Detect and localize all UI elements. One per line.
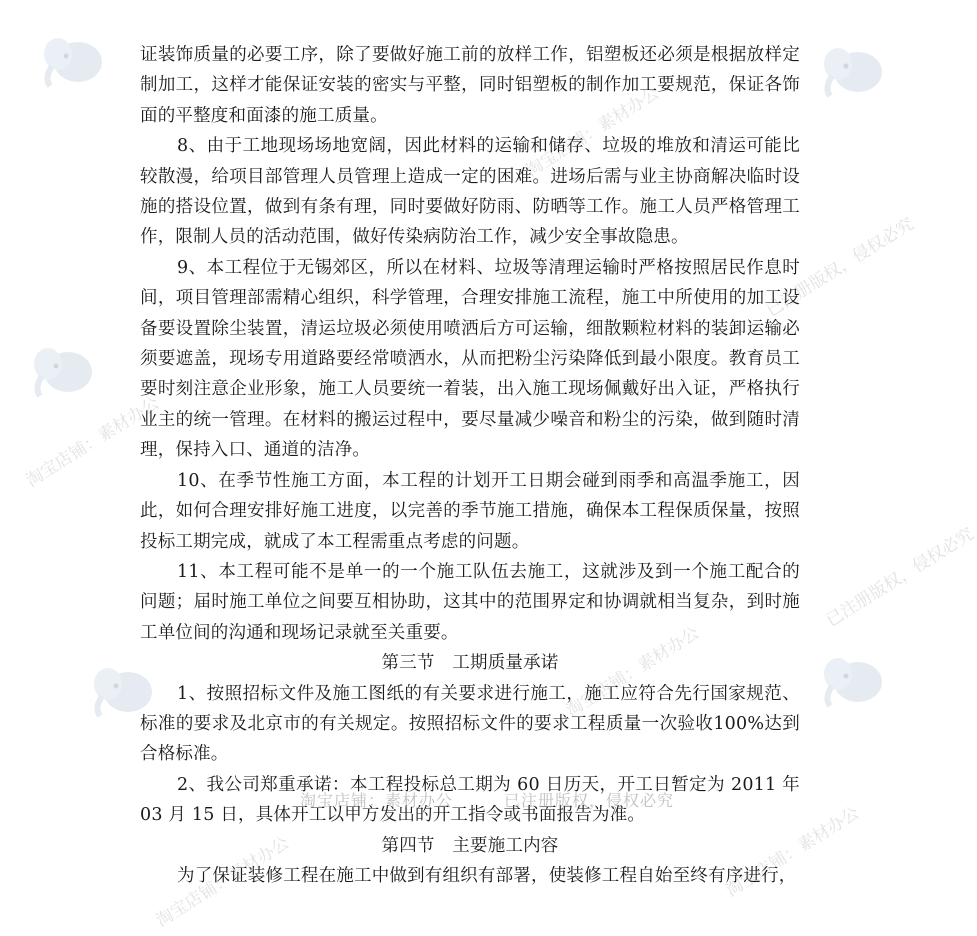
- section-heading-3: 第三节 工期质量承诺: [381, 653, 559, 674]
- watermark-copyright-text: 已注册版权，侵权必究: [762, 214, 918, 322]
- paragraph-item-9: 9、本工程位于无锡郊区，所以在材料、垃圾等清理运输时严格按照居民作息时间，项目管理部需精心组织，科学管理，合理安排施工流程，施工中所使用的加工设备要设置除尘装置，清运垃圾必须使用喷洒后方可运输，细散颗粒材料的装卸运输必须要遮盖，现场专用道路要经常喷洒水，从而把粉尘污染降低到最小限度。教育员工要时刻注意企业形象，施工人员要统一着装，出入施工现场佩戴好出入证，严格执行业主的统一管理。在材料的搬运过程中，要尽量减少噪音和粉尘的污染，做到随时清理，保持入口、通道的洁净。: [140, 257, 800, 461]
- elephant-watermark-icon: [40, 30, 110, 92]
- watermark-shop-text: 淘宝店铺：素材办公: [562, 623, 703, 722]
- paragraph-section4-intro: 为了保证装修工程在施工中做到有组织有部署，使装修工程自始至终有序进行，: [177, 865, 797, 886]
- elephant-watermark-icon: [30, 340, 100, 402]
- paragraph-item-8: 8、由于工地现场场地宽阔，因此材料的运输和储存、垃圾的堆放和清运可能比较散漫，给项目部管理人员管理上造成一定的困难。进场后需与业主协商解决临时设施的搭设位置，做到有条有理，同时要做好防雨、防晒等工作。施工人员严格管理工作，限制人员的活动范围，做好传染病防治工作，减少安全事故隐患。: [140, 136, 800, 248]
- elephant-watermark-icon: [820, 40, 890, 102]
- watermark-center-text: 淘宝店铺：素材办公 已注册版权，侵权必究: [300, 791, 675, 810]
- section-heading-4: 第四节 主要施工内容: [381, 835, 559, 856]
- paragraph-item-11: 11、本工程可能不是单一的一个施工队伍去施工，这就涉及到一个施工配合的问题；届时施工单位之间要互相协助，这其中的范围界定和协调就相当复杂，到时施工单位间的沟通和现场记录就至关重要。: [140, 561, 800, 643]
- watermark-copyright-text: 已注册版权，侵权必究: [822, 524, 977, 632]
- paragraph-section3-item-1: 1、按照招标文件及施工图纸的有关要求进行施工，施工应符合先行国家规范、标准的要求及北京市的有关规定。按照招标文件的要求工程质量一次验收100%达到合格标准。: [140, 683, 800, 765]
- watermark-shop-text: 淘宝店铺：素材办公: [22, 393, 163, 492]
- paragraph: 证装饰质量的必要工序，除了要做好施工前的放样工作，铝塑板还必须是根据放样定制加工，这样才能保证安装的密实与平整，同时铝塑板的制作加工要规范，保证各饰面的平整度和面漆的施工质量。: [140, 45, 800, 126]
- paragraph-item-10: 10、在季节性施工方面，本工程的计划开工日期会碰到雨季和高温季施工，因此，如何合理安排好施工进度，以完善的季节施工措施，确保本工程保质保量，按照投标工期完成，就成了本工程需重点考虑的问题。: [140, 470, 800, 552]
- watermark-shop-text: 淘宝店铺：素材办公: [722, 803, 863, 902]
- watermark-shop-text: 淘宝店铺：素材办公: [152, 833, 293, 932]
- paragraph-section3-item-2: 2、我公司郑重承诺：本工程投标总工期为 60 日历天，开工日暂定为 2011 年 03 月 15 日，具体开工以甲方发出的开工指令或书面报告为准。: [140, 774, 800, 826]
- document-body: [140, 40, 800, 891]
- watermark-shop-text: 淘宝店铺：素材办公: [522, 83, 663, 182]
- elephant-watermark-icon: [820, 650, 890, 712]
